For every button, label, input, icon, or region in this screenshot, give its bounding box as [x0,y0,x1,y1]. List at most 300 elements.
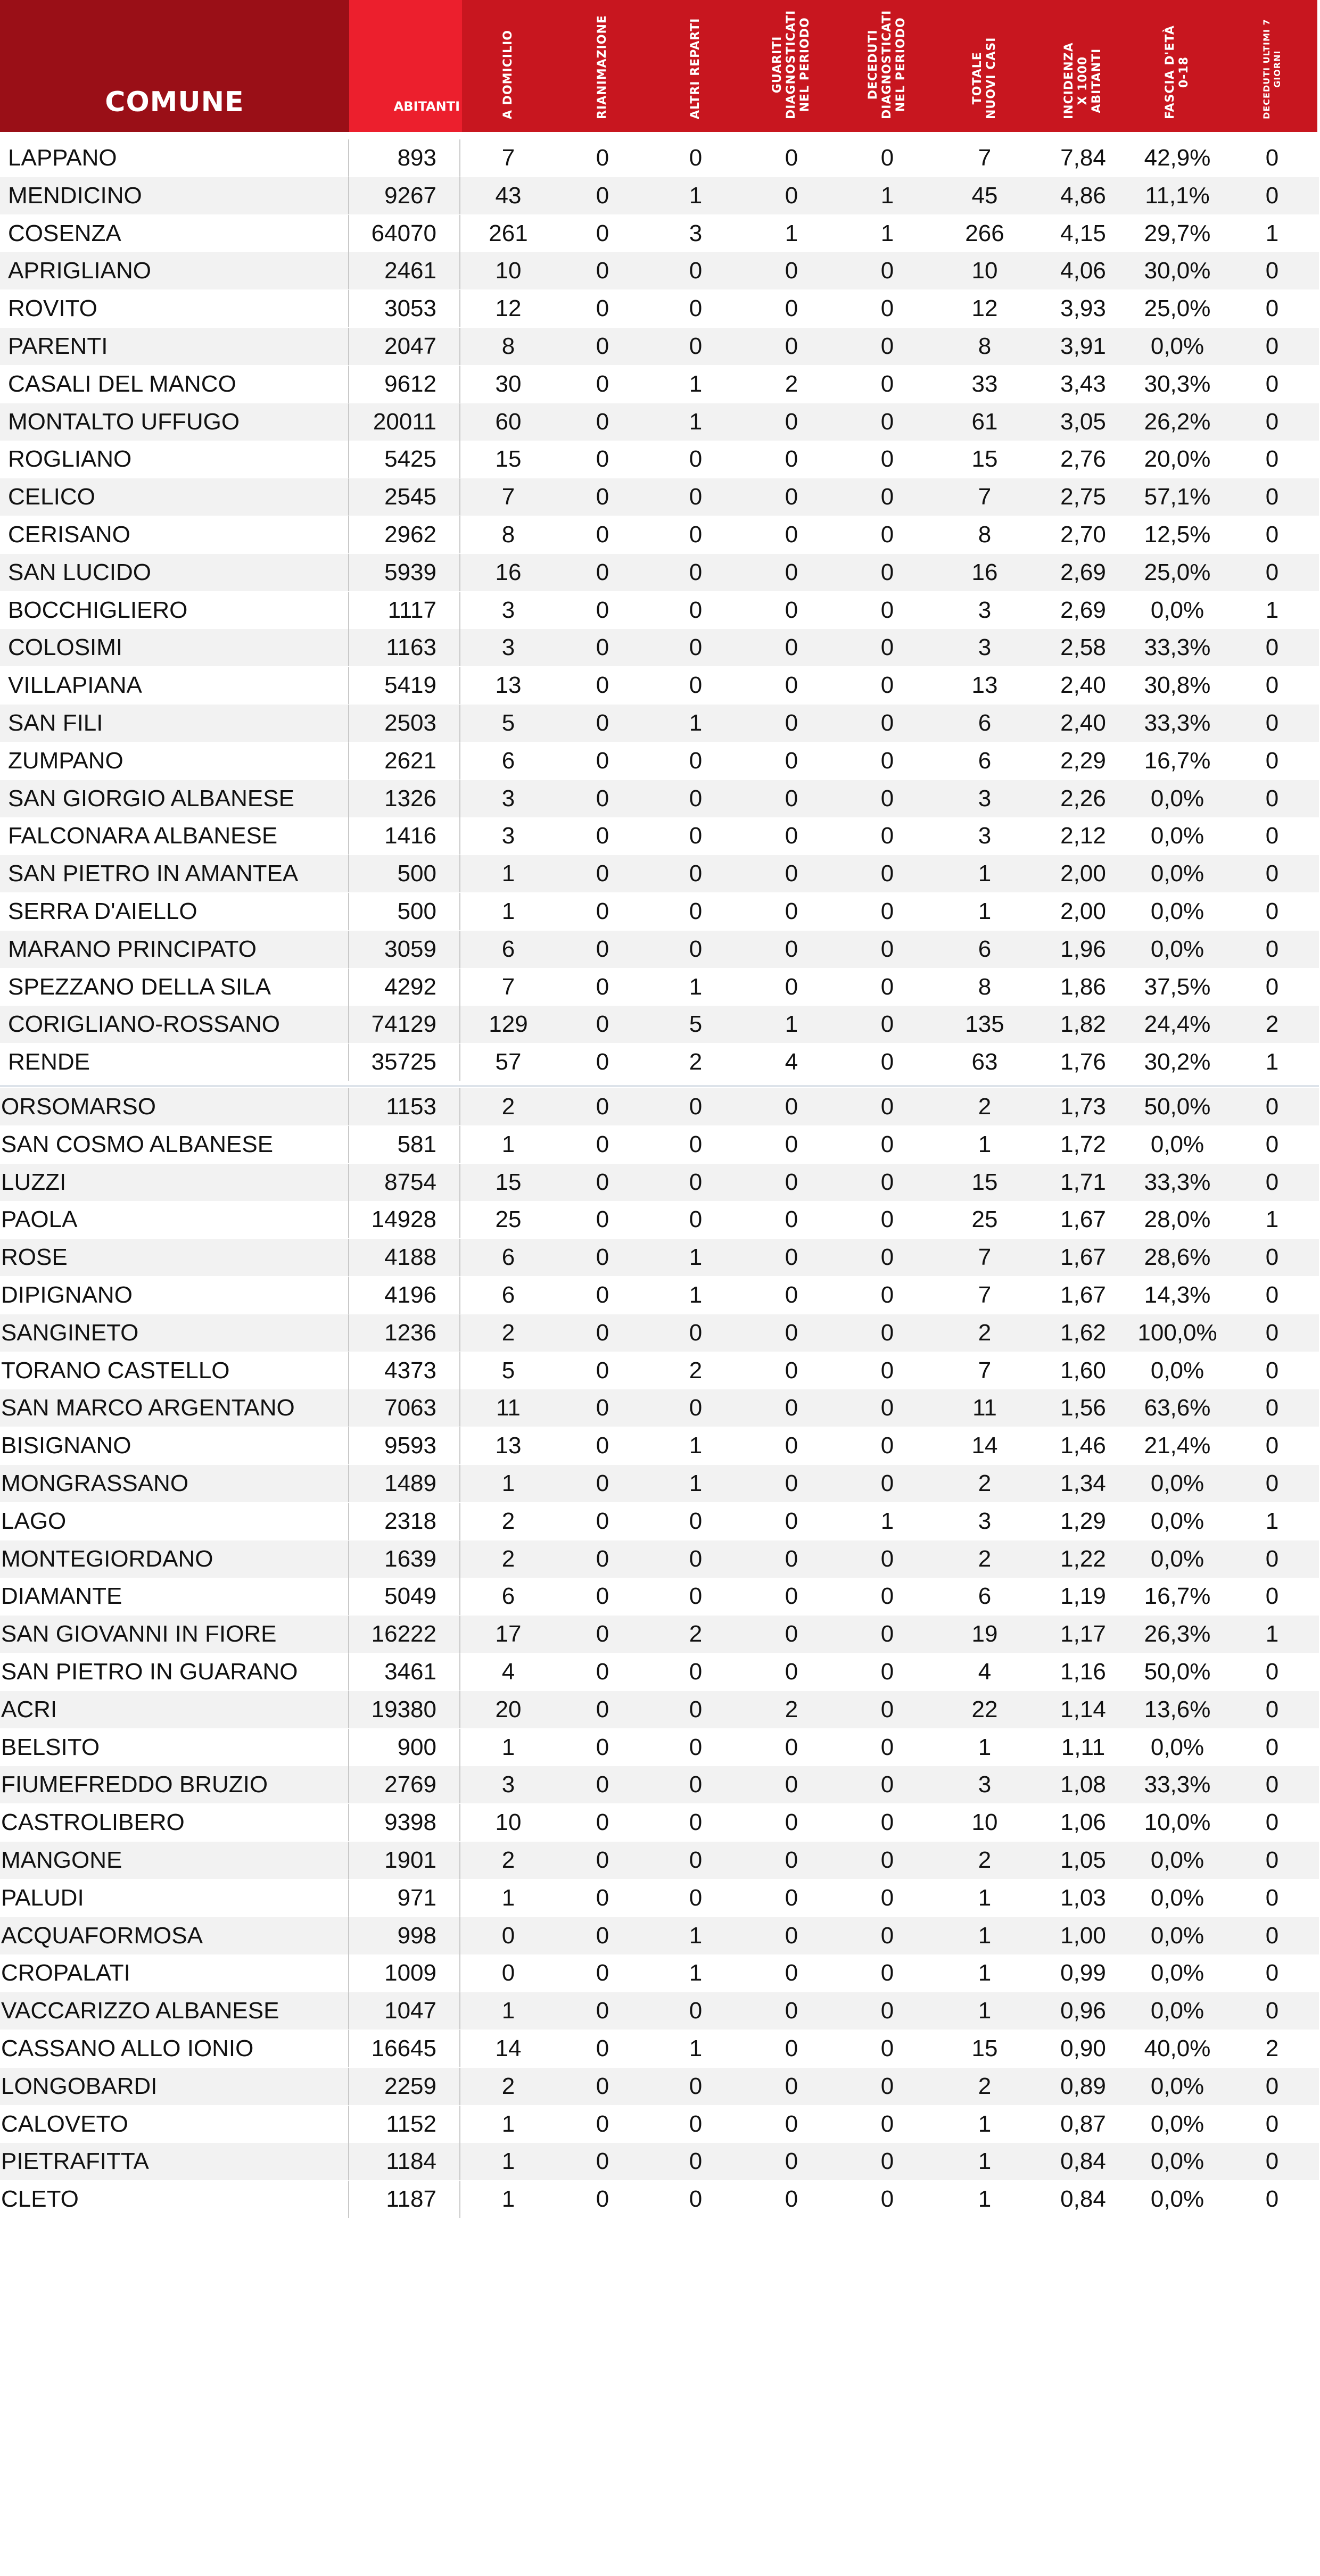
column-divider [348,2030,349,2067]
cell-abitanti: 8754 [384,1169,436,1195]
cell-domicilio: 25 [495,1206,522,1232]
cell-guariti: 1 [785,1011,798,1037]
cell-deceduti: 1 [880,183,894,209]
cell-abitanti: 1047 [384,1998,436,2024]
cell-totale: 15 [971,1169,998,1195]
column-divider [459,478,460,516]
cell-domicilio: 1 [501,2148,515,2174]
cell-deceduti7: 2 [1265,2035,1279,2061]
cell-deceduti7: 0 [1265,936,1279,962]
cell-rianimazione: 0 [596,2111,609,2137]
column-divider [459,893,460,930]
cell-deceduti: 0 [880,1809,894,1835]
cell-incidenza: 1,19 [1060,1583,1106,1609]
cell-altri_reparti: 0 [689,1734,703,1760]
cell-incidenza: 1,67 [1060,1282,1106,1308]
cell-rianimazione: 0 [596,1546,609,1572]
cell-rianimazione: 0 [596,1470,609,1496]
cell-deceduti7: 0 [1265,409,1279,435]
cell-deceduti7: 0 [1265,2186,1279,2212]
cell-altri_reparti: 1 [689,1960,703,1986]
cell-comune: CROPALATI [1,1960,130,1986]
cell-comune: SERRA D'AIELLO [8,898,197,924]
cell-incidenza: 1,67 [1060,1206,1106,1232]
cell-deceduti: 0 [880,672,894,698]
column-divider [459,328,460,365]
cell-domicilio: 0 [501,1960,515,1986]
table-row [0,177,1319,214]
cell-abitanti: 4292 [384,974,436,1000]
header-altri_reparti [649,0,742,128]
cell-deceduti7: 0 [1265,1282,1279,1308]
cell-abitanti: 2769 [384,1771,436,1798]
cell-abitanti: 3059 [384,936,436,962]
column-divider [348,1201,349,1238]
cell-deceduti7: 1 [1265,1206,1279,1232]
cell-fascia: 40,0% [1144,2035,1211,2061]
cell-fascia: 33,3% [1144,710,1211,736]
cell-deceduti7: 0 [1265,1998,1279,2024]
cell-deceduti7: 1 [1265,1508,1279,1534]
cell-incidenza: 2,29 [1060,748,1106,774]
cell-altri_reparti: 1 [689,183,703,209]
cell-altri_reparti: 1 [689,1470,703,1496]
cell-deceduti7: 0 [1265,748,1279,774]
cell-comune: FALCONARA ALBANESE [8,823,278,849]
column-divider [348,1804,349,1841]
cell-abitanti: 3461 [384,1659,436,1685]
cell-fascia: 28,6% [1144,1244,1211,1270]
cell-domicilio: 30 [495,371,522,397]
cell-abitanti: 5049 [384,1583,436,1609]
column-divider [459,1088,460,1125]
cell-altri_reparti: 1 [689,1923,703,1949]
cell-totale: 3 [978,634,992,660]
column-divider [348,1126,349,1163]
cell-fascia: 0,0% [1150,898,1204,924]
table-header [0,0,1317,132]
cell-rianimazione: 0 [596,1049,609,1075]
column-divider [459,403,460,441]
cell-altri_reparti: 0 [689,446,703,472]
cell-deceduti: 0 [880,1583,894,1609]
cell-deceduti7: 0 [1265,1847,1279,1873]
cell-altri_reparti: 0 [689,559,703,585]
cell-fascia: 0,0% [1150,860,1204,887]
cell-domicilio: 7 [501,484,515,510]
cell-rianimazione: 0 [596,1621,609,1647]
cell-fascia: 24,4% [1144,1011,1211,1037]
cell-totale: 16 [971,559,998,585]
cell-abitanti: 1326 [384,785,436,811]
table-row [0,2143,1319,2180]
cell-fascia: 0,0% [1150,1357,1204,1384]
cell-incidenza: 0,90 [1060,2035,1106,2061]
cell-abitanti: 16222 [371,1621,436,1647]
cell-rianimazione: 0 [596,1885,609,1911]
cell-incidenza: 1,34 [1060,1470,1106,1496]
cell-incidenza: 1,60 [1060,1357,1106,1384]
column-divider [459,1427,460,1464]
cell-fascia: 0,0% [1150,333,1204,359]
cell-altri_reparti: 0 [689,1546,703,1572]
cell-altri_reparti: 0 [689,898,703,924]
table-row [0,252,1319,289]
cell-fascia: 37,5% [1144,974,1211,1000]
cell-abitanti: 5939 [384,559,436,585]
cell-deceduti7: 0 [1265,1923,1279,1949]
cell-totale: 2 [978,1546,992,1572]
cell-comune: CASTROLIBERO [1,1809,185,1835]
cell-fascia: 33,3% [1144,1169,1211,1195]
cell-altri_reparti: 1 [689,974,703,1000]
cell-deceduti7: 0 [1265,860,1279,887]
column-divider [459,1653,460,1691]
table-row [0,742,1319,780]
column-divider [348,2106,349,2143]
cell-altri_reparti: 1 [689,1244,703,1270]
cell-incidenza: 1,03 [1060,1885,1106,1911]
cell-incidenza: 2,69 [1060,597,1106,623]
cell-fascia: 63,6% [1144,1395,1211,1421]
cell-domicilio: 17 [495,1621,522,1647]
table-row [0,2068,1319,2105]
cell-fascia: 21,4% [1144,1432,1211,1459]
cell-domicilio: 1 [501,1131,515,1157]
cell-guariti: 0 [785,183,798,209]
column-divider [459,290,460,327]
cell-rianimazione: 0 [596,1432,609,1459]
cell-domicilio: 15 [495,446,522,472]
column-divider [459,1389,460,1427]
cell-comune: ACQUAFORMOSA [1,1923,203,1949]
table-row [0,1540,1319,1578]
cell-incidenza: 1,76 [1060,1049,1106,1075]
cell-totale: 8 [978,333,992,359]
header-deceduti-label: DECEDUTI DIAGNOSTICATI NEL PERIODO [867,10,908,119]
table-row [0,2181,1319,2218]
column-divider [459,1917,460,1954]
cell-altri_reparti: 0 [689,484,703,510]
cell-rianimazione: 0 [596,1923,609,1949]
cell-domicilio: 1 [501,1998,515,2024]
header-altri_reparti-label: ALTRI REPARTI [689,18,702,119]
cell-incidenza: 1,08 [1060,1771,1106,1798]
cell-fascia: 14,3% [1144,1282,1211,1308]
cell-comune: ACRI [1,1696,57,1722]
cell-rianimazione: 0 [596,446,609,472]
cell-incidenza: 1,86 [1060,974,1106,1000]
cell-altri_reparti: 0 [689,1206,703,1232]
cell-domicilio: 1 [501,2186,515,2212]
cell-deceduti: 0 [880,1432,894,1459]
column-divider [459,2181,460,2218]
cell-totale: 7 [978,145,992,171]
cell-totale: 1 [978,1734,992,1760]
cell-deceduti7: 0 [1265,258,1279,284]
cell-comune: APRIGLIANO [8,258,151,284]
cell-domicilio: 10 [495,1809,522,1835]
table-row [0,931,1319,968]
cell-guariti: 0 [785,634,798,660]
cell-comune: RENDE [8,1049,90,1075]
cell-fascia: 42,9% [1144,145,1211,171]
cell-domicilio: 11 [496,1395,521,1421]
table-row [0,705,1319,742]
column-divider [459,1729,460,1766]
header-domicilio-label: A DOMICILIO [501,30,515,119]
cell-deceduti7: 0 [1265,1771,1279,1798]
header-domicilio [461,0,555,128]
cell-fascia: 25,0% [1144,559,1211,585]
cell-abitanti: 2318 [384,1508,436,1534]
cell-abitanti: 1184 [386,2148,436,2174]
column-divider [459,1804,460,1841]
cell-rianimazione: 0 [596,1011,609,1037]
header-rianimazione-label: RIANIMAZIONE [596,15,609,119]
cell-deceduti7: 0 [1265,1583,1279,1609]
cell-abitanti: 1152 [386,2111,436,2137]
cell-fascia: 0,0% [1150,785,1204,811]
table-row [0,1389,1319,1427]
header-abitanti [349,0,462,132]
cell-rianimazione: 0 [596,1847,609,1873]
cell-comune: DIPIGNANO [1,1282,133,1308]
table-row [0,1006,1319,1043]
column-divider [459,1954,460,1992]
cell-comune: SAN PIETRO IN AMANTEA [8,860,299,887]
cell-comune: VILLAPIANA [8,672,142,698]
cell-altri_reparti: 0 [689,597,703,623]
cell-totale: 1 [978,1885,992,1911]
cell-deceduti: 0 [880,1998,894,2024]
cell-rianimazione: 0 [596,1809,609,1835]
cell-altri_reparti: 1 [689,1282,703,1308]
cell-deceduti7: 0 [1265,898,1279,924]
cell-incidenza: 2,26 [1060,785,1106,811]
cell-incidenza: 7,84 [1060,145,1106,171]
cell-abitanti: 7063 [384,1395,436,1421]
column-divider [459,1239,460,1276]
cell-domicilio: 16 [495,559,522,585]
cell-deceduti: 0 [880,1885,894,1911]
cell-deceduti7: 0 [1265,672,1279,698]
table-row [0,1954,1319,1992]
table-row [0,139,1319,177]
cell-altri_reparti: 0 [689,1508,703,1534]
cell-deceduti7: 0 [1265,1432,1279,1459]
table-row [0,1616,1319,1653]
cell-totale: 13 [971,672,998,698]
cell-incidenza: 2,70 [1060,521,1106,548]
cell-incidenza: 0,99 [1060,1960,1106,1986]
cell-rianimazione: 0 [596,974,609,1000]
cell-totale: 7 [978,1357,992,1384]
cell-totale: 1 [978,1923,992,1949]
cell-incidenza: 0,96 [1060,1998,1106,2024]
cell-deceduti: 0 [880,295,894,321]
cell-incidenza: 1,71 [1060,1169,1106,1195]
cell-incidenza: 1,67 [1060,1244,1106,1270]
column-divider [459,1879,460,1917]
header-totale-label: TOTALE NUOVI CASI [971,37,998,119]
cell-deceduti7: 0 [1265,823,1279,849]
column-divider [348,2143,349,2180]
cell-deceduti: 0 [880,1395,894,1421]
cell-altri_reparti: 2 [689,1621,703,1647]
cell-guariti: 0 [785,1169,798,1195]
cell-deceduti: 0 [880,1094,894,1120]
cell-abitanti: 4373 [384,1357,436,1384]
cell-comune: SAN GIORGIO ALBANESE [8,785,294,811]
cell-deceduti7: 0 [1265,2073,1279,2099]
cell-deceduti7: 0 [1265,2111,1279,2137]
cell-deceduti: 0 [880,1923,894,1949]
column-divider [459,705,460,742]
table-row [0,441,1319,478]
cell-deceduti: 0 [880,1621,894,1647]
cell-domicilio: 261 [489,220,528,246]
cell-incidenza: 4,15 [1060,220,1106,246]
cell-fascia: 30,3% [1144,371,1211,397]
header-fascia [1131,0,1224,128]
cell-deceduti7: 1 [1265,1621,1279,1647]
cell-deceduti7: 0 [1265,1169,1279,1195]
column-divider [459,1201,460,1238]
cell-guariti: 0 [785,823,798,849]
column-divider [348,1842,349,1879]
table-row [0,1126,1319,1163]
cell-guariti: 2 [785,371,798,397]
cell-domicilio: 3 [501,785,515,811]
column-divider [459,968,460,1006]
cell-rianimazione: 0 [596,823,609,849]
cell-domicilio: 1 [501,1734,515,1760]
column-divider [459,554,460,591]
column-divider [348,1954,349,1992]
cell-deceduti: 0 [880,860,894,887]
cell-comune: LAPPANO [8,145,117,171]
cell-guariti: 0 [785,1508,798,1534]
cell-deceduti7: 1 [1265,597,1279,623]
column-divider [459,1465,460,1502]
cell-incidenza: 2,40 [1060,672,1106,698]
cell-domicilio: 4 [501,1659,515,1685]
cell-comune: COLOSIMI [8,634,123,660]
table-row [0,290,1319,327]
column-divider [348,1729,349,1766]
cell-deceduti: 0 [880,597,894,623]
cell-rianimazione: 0 [596,333,609,359]
cell-abitanti: 9398 [384,1809,436,1835]
cell-domicilio: 13 [495,672,522,698]
cell-rianimazione: 0 [596,748,609,774]
cell-rianimazione: 0 [596,409,609,435]
cell-guariti: 0 [785,145,798,171]
cell-fascia: 20,0% [1144,446,1211,472]
column-divider [348,1653,349,1691]
table-row [0,215,1319,252]
cell-domicilio: 15 [495,1169,522,1195]
cell-abitanti: 14928 [371,1206,436,1232]
cell-abitanti: 971 [397,1885,436,1911]
section-divider [0,1085,1319,1087]
cell-totale: 45 [971,183,998,209]
cell-incidenza: 3,91 [1060,333,1106,359]
column-divider [459,2143,460,2180]
cell-deceduti: 0 [880,333,894,359]
cell-domicilio: 7 [501,974,515,1000]
cell-guariti: 0 [785,672,798,698]
header-incidenza-label: INCIDENZA X 1000 ABITANTI [1062,42,1103,119]
table-section-1 [0,139,1320,1081]
cell-deceduti7: 1 [1265,1049,1279,1075]
cell-totale: 1 [978,1960,992,1986]
cell-abitanti: 1416 [384,823,436,849]
cell-incidenza: 2,40 [1060,710,1106,736]
cell-deceduti: 0 [880,1131,894,1157]
cell-comune: MONTEGIORDANO [1,1546,213,1572]
cell-fascia: 33,3% [1144,634,1211,660]
cell-incidenza: 2,00 [1060,860,1106,887]
table-row [0,554,1319,591]
cell-abitanti: 1236 [384,1320,436,1346]
cell-fascia: 57,1% [1144,484,1211,510]
cell-guariti: 0 [785,710,798,736]
cell-abitanti: 4196 [384,1282,436,1308]
table-row [0,328,1319,365]
cell-guariti: 0 [785,597,798,623]
cell-deceduti: 0 [880,2073,894,2099]
cell-guariti: 0 [785,1282,798,1308]
cell-abitanti: 1009 [384,1960,436,1986]
table-row [0,817,1319,855]
cell-guariti: 0 [785,1131,798,1157]
cell-guariti: 0 [785,1320,798,1346]
cell-comune: CASALI DEL MANCO [8,371,236,397]
cell-totale: 2 [978,2073,992,2099]
cell-domicilio: 14 [495,2035,522,2061]
column-divider [459,1314,460,1352]
table-row [0,366,1319,403]
cell-domicilio: 3 [501,634,515,660]
cell-guariti: 0 [785,974,798,1000]
cell-altri_reparti: 0 [689,295,703,321]
cell-fascia: 100,0% [1137,1320,1217,1346]
cell-totale: 6 [978,748,992,774]
column-divider [459,441,460,478]
cell-deceduti7: 0 [1265,1470,1279,1496]
column-divider [348,1389,349,1427]
cell-comune: ZUMPANO [8,748,123,774]
cell-abitanti: 1153 [386,1094,436,1120]
cell-altri_reparti: 0 [689,1885,703,1911]
cell-fascia: 0,0% [1150,1131,1204,1157]
cell-totale: 7 [978,484,992,510]
cell-abitanti: 1639 [384,1546,436,1572]
cell-fascia: 0,0% [1150,936,1204,962]
cell-incidenza: 0,89 [1060,2073,1106,2099]
cell-domicilio: 1 [501,898,515,924]
cell-altri_reparti: 2 [689,1357,703,1384]
cell-abitanti: 9593 [384,1432,436,1459]
column-divider [459,667,460,704]
cell-comune: PIETRAFITTA [1,2148,149,2174]
cell-rianimazione: 0 [596,521,609,548]
table-row [0,478,1319,516]
cell-deceduti7: 0 [1265,183,1279,209]
cell-comune: VACCARIZZO ALBANESE [1,1998,279,2024]
